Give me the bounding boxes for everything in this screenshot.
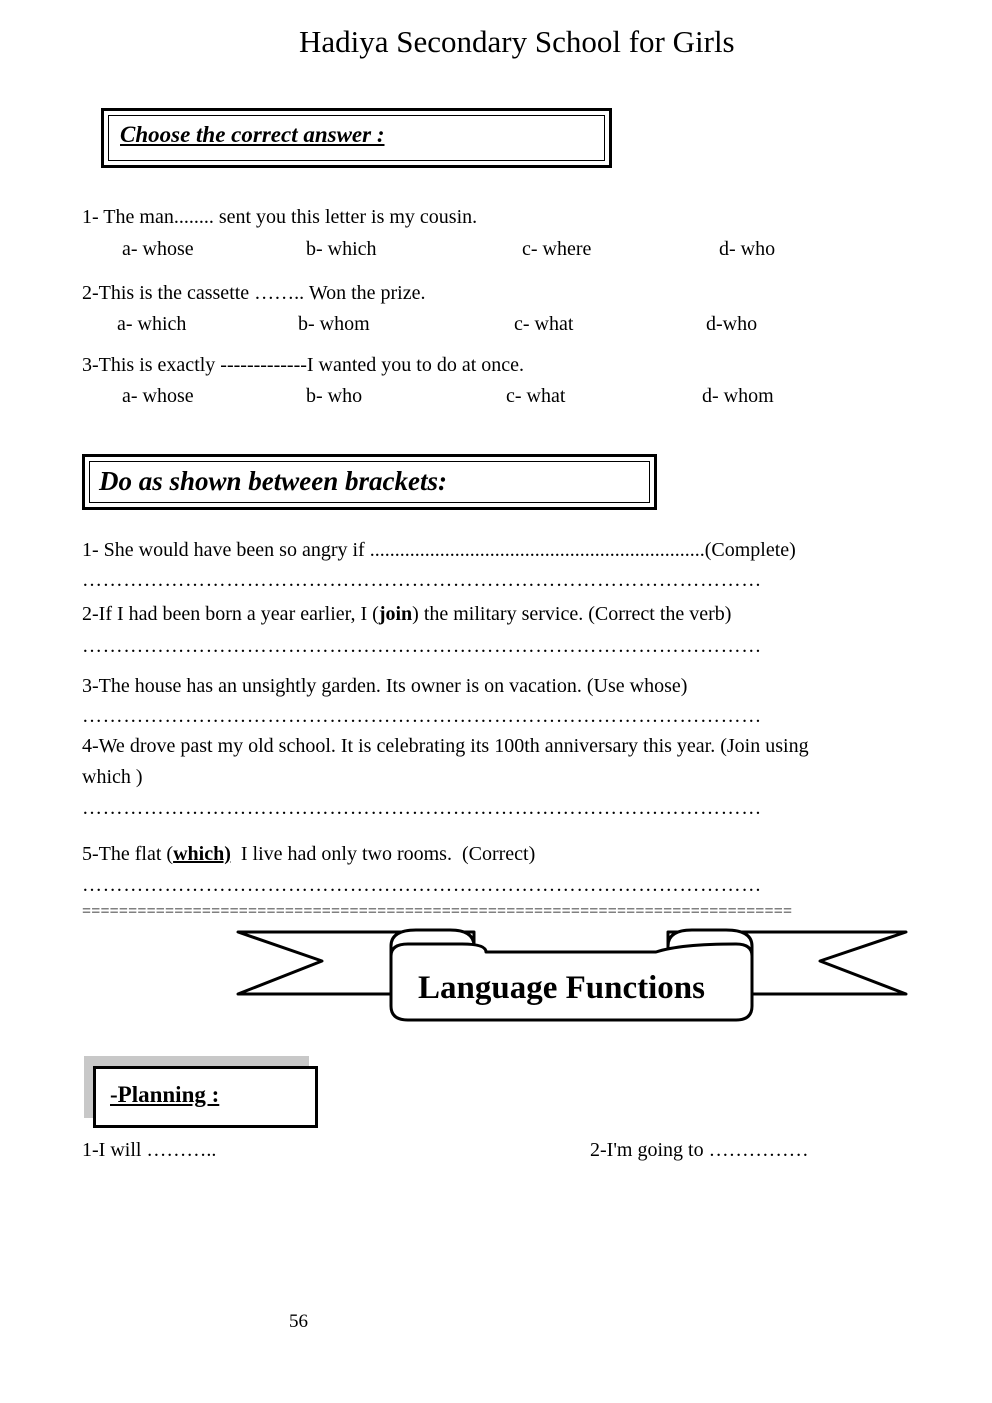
answer-line-1[interactable]: ……………………………………………………………………………………… (82, 569, 762, 591)
exercise-5-text-a: 5-The flat ( (82, 843, 174, 865)
exercise-2-text-c: ) the military service. (Correct the verb) (412, 603, 732, 625)
section-separator: ============================================================================= (82, 903, 793, 920)
exercise-5 (82, 843, 535, 866)
exercise-2-verb: join (378, 603, 413, 625)
q3-option-c: c- what (506, 385, 566, 407)
q2-option-c: c- what (514, 313, 574, 335)
planning-heading: -Planning : (110, 1082, 220, 1107)
exercise-5-word: which) (173, 843, 231, 865)
choose-answer-heading: Choose the correct answer : (120, 122, 385, 147)
q3-option-d: d- whom (702, 385, 774, 407)
exercise-2-text-a: 2-If I had been born a year earlier, I ( (82, 603, 379, 625)
q1-option-b: b- which (306, 238, 377, 260)
exercise-1: 1- She would have been so angry if ...................................................................(Complete) (82, 539, 796, 561)
exercise-3: 3-The house has an unsightly garden. Its owner is on vacation. (Use whose) (82, 675, 688, 697)
answer-line-3[interactable]: ……………………………………………………………………………………… (82, 705, 762, 727)
do-as-shown-heading-box (82, 454, 657, 510)
page-number: 56 (289, 1311, 308, 1332)
q1-option-d: d- who (719, 238, 776, 260)
exercise-2 (82, 603, 731, 626)
answer-line-4[interactable]: ……………………………………………………………………………………… (82, 797, 762, 819)
q2-option-d: d-who (706, 313, 758, 335)
choose-answer-heading-box (101, 108, 612, 168)
q2-option-b: b- whom (298, 313, 370, 335)
answer-line-2[interactable]: ……………………………………………………………………………………… (82, 635, 762, 657)
q1-option-a: a- whose (122, 238, 194, 260)
q3-option-a: a- whose (122, 385, 194, 407)
exercise-4-line-1: 4-We drove past my old school. It is celebrating its 100th anniversary this year. (Join using (82, 735, 809, 757)
planning-heading-box (93, 1066, 318, 1128)
language-functions-title: Language Functions (418, 970, 705, 1006)
page-title: Hadiya Secondary School for Girls (299, 24, 735, 59)
exercise-5-text-c: I live had only two rooms. (Correct) (230, 843, 536, 865)
planning-item-2: 2-I'm going to …………… (590, 1139, 809, 1161)
question-3: 3-This is exactly -------------I wanted you to do at once. (82, 354, 525, 376)
q3-option-b: b- who (306, 385, 363, 407)
q1-option-c: c- where (522, 238, 592, 260)
q2-option-a: a- which (117, 313, 187, 335)
question-2: 2-This is the cassette …….. Won the prize. (82, 282, 426, 304)
do-as-shown-heading: Do as shown between brackets: (99, 466, 448, 496)
question-1: 1- The man........ sent you this letter is my cousin. (82, 206, 478, 228)
answer-line-5[interactable]: ……………………………………………………………………………………… (82, 874, 762, 896)
planning-item-1: 1-I will ……….. (82, 1139, 217, 1161)
exercise-4-line-2: which ) (82, 766, 143, 788)
